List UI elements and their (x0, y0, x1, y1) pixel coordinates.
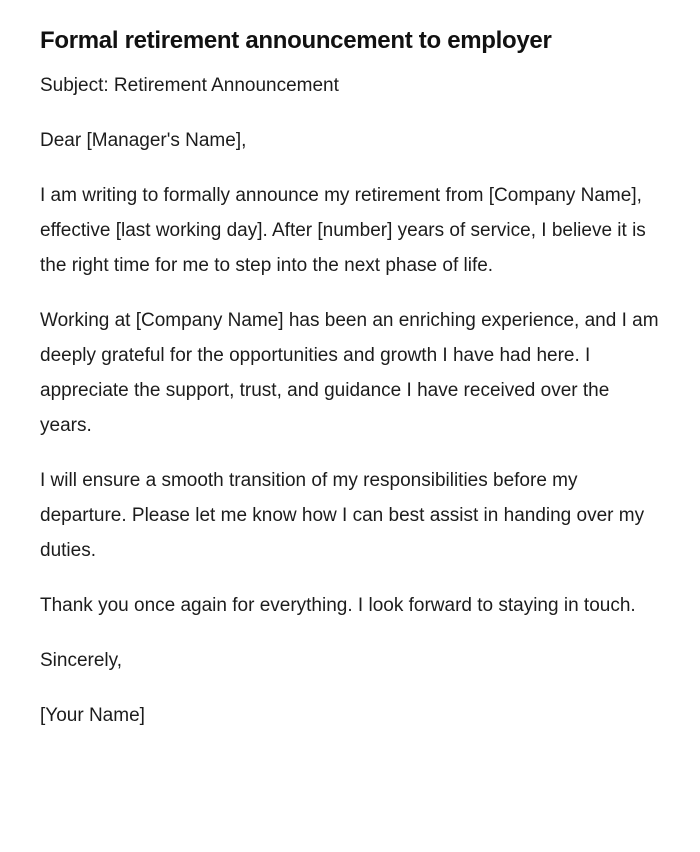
body-paragraph-3: I will ensure a smooth transition of my responsibilities before my departure. Please let me know how I can best assist in handing over my duties. (40, 470, 645, 561)
body-paragraph-4: Thank you once again for everything. I look forward to staying in touch. (40, 595, 636, 616)
letter-document (40, 24, 660, 733)
signature: [Your Name] (40, 705, 145, 726)
closing: Sincerely, (40, 650, 123, 671)
body-paragraph-1: I am writing to formally announce my retirement from [Company Name], effective [last working day]. After [number] years of service, I believe it is the right time for me to step into the next phase of life. (40, 185, 646, 276)
salutation: Dear [Manager's Name], (40, 130, 247, 151)
body-paragraph-2: Working at [Company Name] has been an enriching experience, and I am deeply grateful for the opportunities and growth I have had here. I appreciate the support, trust, and guidance I have received over the years. (40, 310, 659, 436)
page-title: Formal retirement announcement to employer (40, 27, 552, 54)
subject-line: Subject: Retirement Announcement (40, 75, 339, 96)
